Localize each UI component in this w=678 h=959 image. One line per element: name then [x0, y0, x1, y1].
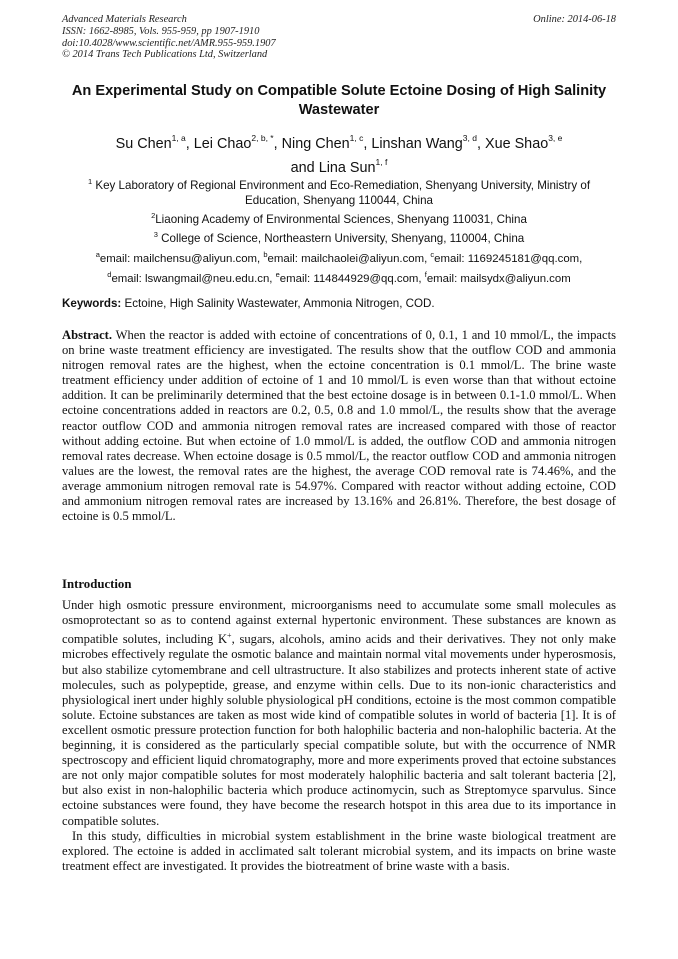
- email-text: email: mailchaolei@aliyun.com,: [267, 252, 431, 265]
- author-sup: 2, b, *: [251, 133, 274, 143]
- author-sup: 1, a: [171, 133, 186, 143]
- abstract-label: Abstract.: [62, 328, 113, 342]
- author-list: [62, 130, 616, 178]
- abstract: [62, 328, 616, 524]
- paragraph-text: , sugars, alcohols, amino acids and their derivatives. They not only make microbes effectively regulate the osmotic balance and maintain normal vital movements under hyperosmosis, but also stabilize cytomembrane and cell ultrastructure. It also stabilizes and protects inherent state of active molecules, such as polypeptide, grease, and enzyme within cells. Due to its non-ionic characteristics and physiological inert under highly soluble physiological pH conditions, ectoine is the most common compatible solute. Ectoine substances are taken as most wide kind of compatible solutes in world of bacteria [1]. It is of excellent osmotic pressure protection function for both halophilic bacteria and non-halophilic bacteria. At the beginning, it is considered as the particularly special compatible solute, but with the occurrence of NMR spectroscopy and efficient liquid chromatography, more and more experiments proved that ectoine substances are not only major compatible solutes for most moderately halophilic bacteria and salt tolerant bacteria [2], but also exist in non-halophilic bacteria which produce actinomycin, such as Streptomyce sparvulus. Since ectoine substances were found, they have become the research hotspot in this area due to its importance in compatible solutes.: [62, 632, 616, 828]
- keywords-label: Keywords:: [62, 297, 122, 310]
- affiliation-text: Key Laboratory of Regional Environment and Eco-Remediation, Shenyang University, Ministry of Education, Shenyang 110044, China: [95, 178, 591, 207]
- author-separator: ,: [476, 135, 485, 152]
- affiliation-2: [62, 208, 616, 227]
- author-name: Lei Chao: [193, 135, 252, 152]
- keywords-text: Ectoine, High Salinity Wastewater, Ammonia Nitrogen, COD.: [121, 297, 435, 310]
- journal-header: [62, 14, 616, 61]
- copyright-line: © 2014 Trans Tech Publications Ltd, Switzerland: [62, 49, 268, 61]
- affiliation-text: College of Science, Northeastern University, Shenyang, 110004, China: [161, 231, 525, 245]
- email-text: email: lswangmail@neu.edu.cn,: [111, 272, 276, 285]
- email-mark: c: [430, 250, 435, 259]
- affiliation-mark: 3: [153, 230, 158, 239]
- email-mark: b: [263, 250, 268, 259]
- email-text: email: 1169245181@qq.com,: [434, 252, 583, 265]
- email-list: [62, 247, 616, 287]
- affiliation-mark: 2: [151, 211, 156, 220]
- author-name: Ning Chen: [281, 135, 350, 152]
- section-heading: Introduction: [62, 577, 132, 591]
- author-sup: 1, c: [349, 133, 364, 143]
- author-separator: ,: [273, 135, 282, 152]
- superscript: +: [227, 631, 232, 641]
- abstract-text: When the reactor is added with ectoine of concentrations of 0, 0.1, 1 and 10 mmol/L, the impacts on brine waste treatment efficiency are investigated. The results show that the outflow COD and ammonia nitrogen removal rates are the highest, when the ectoine concentration is 0.1 mmol/L. The brine waste treatment efficiency under addition of ectoine of 1 and 10 mmol/L is even worse than that without ectoine addition. It can be preliminarily determined that the best ectoine dosage is in between 0.1-1.0 mmol/L. When ectoine concentrations added in reactors are 0.2, 0.5, 0.8 and 1.0 mmol/L, the results show that the average reactor outflow COD and ammonia nitrogen removal rates are increased compared with those of reactor without adding ectoine. But when ectoine of 1.0 mmol/L is added, the outflow COD and ammonia nitrogen removal rates decrease. When ectoine dosage is 0.5 mmol/L, the reactor outflow COD and ammonia nitrogen values are the lowest, the removal rates are the highest, the average COD removal rate is 74.46%, and the average ammonium nitrogen removal rate is 54.97%. Compared with reactor without adding ectoine, COD and ammonium nitrogen removal rates are increased by 13.16% and 26.81%. Therefore, the best dosage of ectoine is 0.5 mmol/L.: [62, 328, 616, 524]
- affiliation-3: [62, 227, 616, 246]
- author-separator: ,: [363, 135, 372, 152]
- email-text: email: mailsydx@aliyun.com: [426, 272, 571, 285]
- email-mark: d: [107, 269, 112, 279]
- email-text: email: 114844929@qq.com,: [279, 272, 425, 285]
- introduction-body: [62, 598, 616, 874]
- author-separator: ,: [185, 135, 194, 152]
- affiliation-1: [62, 174, 616, 208]
- email-text: email: mailchensu@aliyun.com,: [99, 252, 264, 265]
- online-date: Online: 2014-06-18: [533, 14, 616, 25]
- journal-name: Advanced Materials Research: [62, 14, 187, 25]
- email-mark: f: [424, 269, 427, 279]
- author-sup: 3, e: [548, 133, 563, 143]
- keywords: [62, 296, 616, 311]
- author-name: Su Chen: [115, 135, 172, 152]
- author-sup: 3, d: [462, 133, 477, 143]
- paragraph-text: Under high osmotic pressure environment, microorganisms need to accumulate some small molecules as osmoprotectant so as to contend against external hypertonic environment. These substances are known as compatible solutes, including K: [62, 598, 616, 647]
- author-name: Lina Sun: [318, 159, 376, 176]
- author-sup: 1, f: [375, 156, 388, 167]
- email-mark: e: [275, 269, 280, 279]
- email-mark: a: [95, 250, 100, 259]
- affiliation-mark: 1: [87, 177, 93, 186]
- intro-paragraph-2: In this study, difficulties in microbial system establishment in the brine waste biological treatment are explored. The ectoine is added in acclimated salt tolerant microbial system, and its impacts on brine waste treatment effect are investigated. It provides the biotreatment of brine waste with a basis.: [62, 828, 616, 873]
- affiliation-text: Liaoning Academy of Environmental Sciences, Shenyang 110031, China: [155, 212, 527, 226]
- author-name: Xue Shao: [484, 135, 549, 152]
- doi-line: doi:10.4028/www.scientific.net/AMR.955-959.1907: [62, 37, 276, 49]
- paper-title: An Experimental Study on Compatible Solute Ectoine Dosing of High Salinity Wastewater: [71, 83, 607, 118]
- author-name: Linshan Wang: [371, 135, 463, 152]
- issn-line: ISSN: 1662-8985, Vols. 955-959, pp 1907-1910: [62, 25, 260, 37]
- author-separator: and: [290, 159, 319, 176]
- intro-paragraph-1: [62, 598, 616, 829]
